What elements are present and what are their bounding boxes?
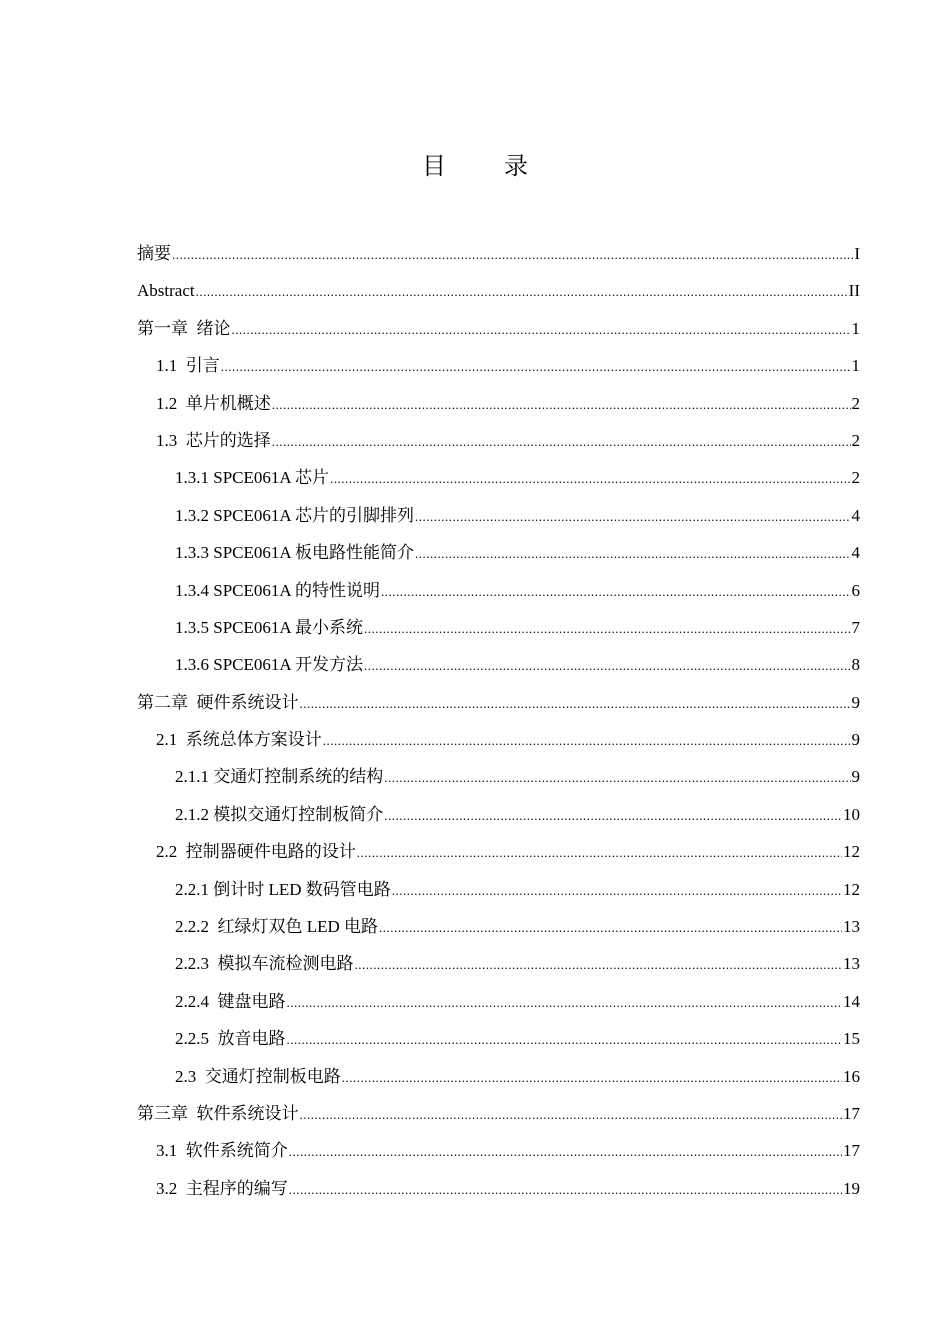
toc-entry[interactable] bbox=[137, 429, 860, 466]
toc-entry-label: 2.2.3 模拟车流检测电路 bbox=[175, 954, 354, 974]
toc-entry[interactable] bbox=[137, 803, 860, 840]
toc-entry[interactable] bbox=[137, 653, 860, 690]
dot-leader bbox=[392, 879, 842, 903]
dot-leader bbox=[357, 841, 842, 865]
toc-entry[interactable] bbox=[137, 1177, 860, 1214]
toc-entry-label: 第三章 软件系统设计 bbox=[137, 1103, 299, 1123]
toc-entry-page: 8 bbox=[851, 655, 860, 675]
dot-leader bbox=[300, 692, 851, 716]
toc-entry-label: 1.3.1 SPCE061A 芯片 bbox=[175, 468, 329, 488]
dot-leader bbox=[272, 430, 851, 454]
dot-leader bbox=[415, 505, 851, 529]
toc-entry[interactable] bbox=[137, 317, 860, 354]
toc-entry-page: 1 bbox=[851, 318, 860, 338]
dot-leader bbox=[232, 318, 851, 342]
toc-entry-page: 6 bbox=[851, 580, 860, 600]
toc-entry[interactable] bbox=[137, 504, 860, 541]
toc-entry-page: 19 bbox=[843, 1178, 860, 1198]
toc-entry-label: 2.2.4 键盘电路 bbox=[175, 991, 286, 1011]
dot-leader bbox=[384, 804, 842, 828]
toc-entry-label: 摘要 bbox=[137, 244, 171, 263]
toc-entry-page: 13 bbox=[843, 954, 860, 974]
toc-entry-label: 1.1 引言 bbox=[156, 356, 220, 376]
toc-entry-label: 1.3.3 SPCE061A 板电路性能简介 bbox=[175, 543, 414, 563]
dot-leader bbox=[415, 542, 851, 566]
dot-leader bbox=[342, 1066, 842, 1090]
toc-entry[interactable] bbox=[137, 541, 860, 578]
toc-entry-label: 3.2 主程序的编写 bbox=[156, 1178, 288, 1198]
toc-entry-label: 2.3 交通灯控制板电路 bbox=[175, 1066, 341, 1086]
dot-leader bbox=[289, 1140, 842, 1164]
toc-entry-page: 14 bbox=[843, 991, 860, 1011]
dot-leader bbox=[364, 654, 851, 678]
toc-entry-page: II bbox=[848, 281, 860, 301]
toc-entry-page: 9 bbox=[851, 767, 860, 787]
toc-entry[interactable] bbox=[137, 691, 860, 728]
toc-entry[interactable] bbox=[137, 466, 860, 503]
toc-entry[interactable] bbox=[137, 840, 860, 877]
toc-entry[interactable] bbox=[137, 1139, 860, 1176]
toc-entry[interactable] bbox=[137, 1027, 860, 1064]
toc-entry-label: 1.3.5 SPCE061A 最小系统 bbox=[175, 617, 363, 637]
toc-entry-page: 10 bbox=[843, 804, 860, 824]
toc-entry-label: 1.3.2 SPCE061A 芯片的引脚排列 bbox=[175, 505, 414, 525]
dot-leader bbox=[196, 280, 848, 304]
toc-entry[interactable] bbox=[137, 990, 860, 1027]
toc-entry-label: 2.2 控制器硬件电路的设计 bbox=[156, 842, 356, 862]
toc-entry-label: Abstract bbox=[137, 281, 195, 301]
toc-entry[interactable] bbox=[137, 392, 860, 429]
table-of-contents bbox=[137, 242, 860, 1214]
toc-entry-page: 2 bbox=[851, 430, 860, 450]
dot-leader bbox=[272, 393, 851, 417]
toc-entry[interactable] bbox=[137, 878, 860, 915]
toc-entry-page: 1 bbox=[851, 356, 860, 376]
toc-entry-label: 1.2 单片机概述 bbox=[156, 393, 271, 413]
toc-entry-label: 2.1 系统总体方案设计 bbox=[156, 730, 322, 750]
toc-entry-page: 17 bbox=[843, 1103, 860, 1123]
toc-entry-label: 2.1.1 交通灯控制系统的结构 bbox=[175, 767, 384, 787]
toc-entry-label: 第二章 硬件系统设计 bbox=[137, 692, 299, 712]
toc-entry-label: 2.1.2 模拟交通灯控制板简介 bbox=[175, 804, 384, 824]
dot-leader bbox=[330, 467, 851, 491]
toc-entry-page: 17 bbox=[843, 1141, 860, 1161]
toc-entry-label: 2.2.2 红绿灯双色 LED 电路 bbox=[175, 917, 379, 937]
toc-entry-label: 1.3 芯片的选择 bbox=[156, 430, 271, 450]
toc-entry[interactable] bbox=[137, 765, 860, 802]
toc-entry-page: 16 bbox=[843, 1066, 860, 1086]
dot-leader bbox=[323, 729, 851, 753]
toc-entry-page: 9 bbox=[851, 692, 860, 712]
toc-entry-page: 2 bbox=[851, 468, 860, 488]
page-title bbox=[0, 146, 950, 181]
toc-entry-label: 1.3.6 SPCE061A 开发方法 bbox=[175, 655, 363, 675]
toc-entry-page: 13 bbox=[843, 917, 860, 937]
toc-entry[interactable] bbox=[137, 279, 860, 316]
toc-entry-page: 15 bbox=[843, 1029, 860, 1049]
dot-leader bbox=[289, 1178, 842, 1202]
toc-entry-page: 4 bbox=[851, 543, 860, 563]
toc-entry[interactable] bbox=[137, 242, 860, 279]
dot-leader bbox=[355, 953, 843, 977]
toc-entry[interactable] bbox=[137, 1065, 860, 1102]
toc-entry-page: 4 bbox=[851, 505, 860, 525]
toc-entry[interactable] bbox=[137, 579, 860, 616]
dot-leader bbox=[364, 617, 851, 641]
dot-leader bbox=[379, 916, 842, 940]
toc-entry-page: 12 bbox=[843, 842, 860, 862]
dot-leader bbox=[384, 766, 850, 790]
toc-entry-page: 12 bbox=[843, 879, 860, 899]
toc-entry[interactable] bbox=[137, 728, 860, 765]
dot-leader bbox=[287, 991, 843, 1015]
toc-entry[interactable] bbox=[137, 952, 860, 989]
toc-entry[interactable] bbox=[137, 1102, 860, 1139]
toc-entry-page: 2 bbox=[851, 393, 860, 413]
dot-leader bbox=[300, 1103, 843, 1127]
dot-leader bbox=[221, 355, 851, 379]
toc-entry-page: I bbox=[854, 244, 860, 263]
toc-entry[interactable] bbox=[137, 915, 860, 952]
dot-leader bbox=[172, 243, 853, 267]
toc-entry-label: 1.3.4 SPCE061A 的特性说明 bbox=[175, 580, 380, 600]
dot-leader bbox=[287, 1028, 843, 1052]
title-char-2: 录 bbox=[504, 154, 528, 180]
dot-leader bbox=[381, 580, 851, 604]
toc-entry-label: 第一章 绪论 bbox=[137, 318, 231, 338]
toc-entry-page: 7 bbox=[851, 617, 860, 637]
toc-entry[interactable] bbox=[137, 616, 860, 653]
toc-entry-label: 2.2.1 倒计时 LED 数码管电路 bbox=[175, 879, 391, 899]
title-char-1: 目 bbox=[422, 154, 446, 180]
toc-entry[interactable] bbox=[137, 354, 860, 391]
toc-entry-label: 3.1 软件系统简介 bbox=[156, 1141, 288, 1161]
toc-entry-page: 9 bbox=[851, 730, 860, 750]
toc-entry-label: 2.2.5 放音电路 bbox=[175, 1029, 286, 1049]
